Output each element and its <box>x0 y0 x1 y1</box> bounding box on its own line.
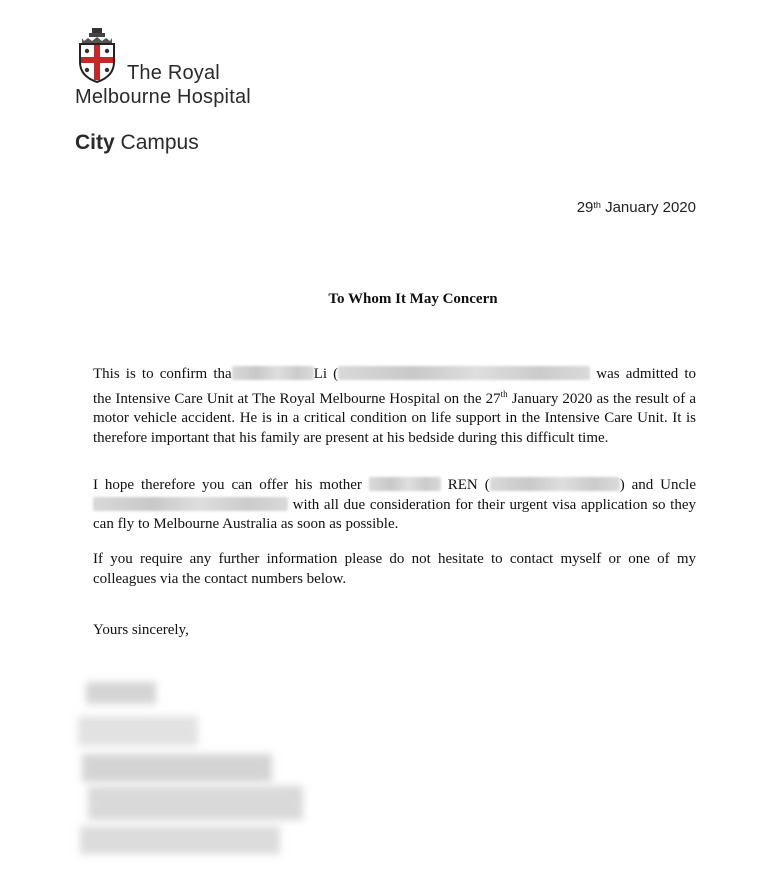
p2-text-b: REN ( <box>447 477 490 493</box>
paragraph-3: If you require any further information please do not hesitate to contact myself or one of my colleagues via the contact numbers below. <box>93 551 696 587</box>
p2-text-c: ) and Uncle <box>619 477 696 493</box>
redaction-block <box>338 366 590 380</box>
paragraph-2 <box>93 476 696 535</box>
p2-text-a: I hope therefore you can offer his mother <box>93 477 362 493</box>
redacted-signature <box>78 676 303 858</box>
redaction-block <box>232 366 314 380</box>
p1-text-b: Li ( <box>313 366 339 382</box>
letter-heading: To Whom It May Concern <box>328 291 498 307</box>
p1-text-d: January 2020 as the result of a motor vehicle accident. He is in a critical condition on life support in the Intensive Care Unit. It is therefore important that his family are present at his bedside during this difficult time. <box>93 390 697 446</box>
redaction-block <box>490 477 620 491</box>
campus-bold: City <box>75 131 115 154</box>
p1-text-a: This is to confirm tha <box>93 366 232 382</box>
closing-line: Yours sincerely, <box>93 622 189 638</box>
p2-text-d: with all due consideration for their urgent visa application so they can fly to Melbourne Australia as soon as possible. <box>93 496 696 532</box>
p1-text-c: was admitted to the Intensive Care Unit at The Royal Melbourne Hospital on the 27 <box>93 366 697 407</box>
date-month-year: January 2020 <box>605 199 696 216</box>
hospital-crest-icon <box>74 26 120 84</box>
date-day: 29 <box>576 199 594 216</box>
p1-sup: th <box>500 388 508 399</box>
redaction-block <box>93 497 288 511</box>
org-name-line2: Melbourne Hospital <box>75 86 251 108</box>
letter-date <box>577 199 696 216</box>
paragraph-1 <box>93 365 696 448</box>
redaction-block <box>369 477 441 491</box>
org-name-line1: The Royal <box>127 62 220 84</box>
campus-rest: Campus <box>120 131 199 154</box>
campus-label <box>75 131 199 155</box>
date-suffix: th <box>593 200 601 210</box>
